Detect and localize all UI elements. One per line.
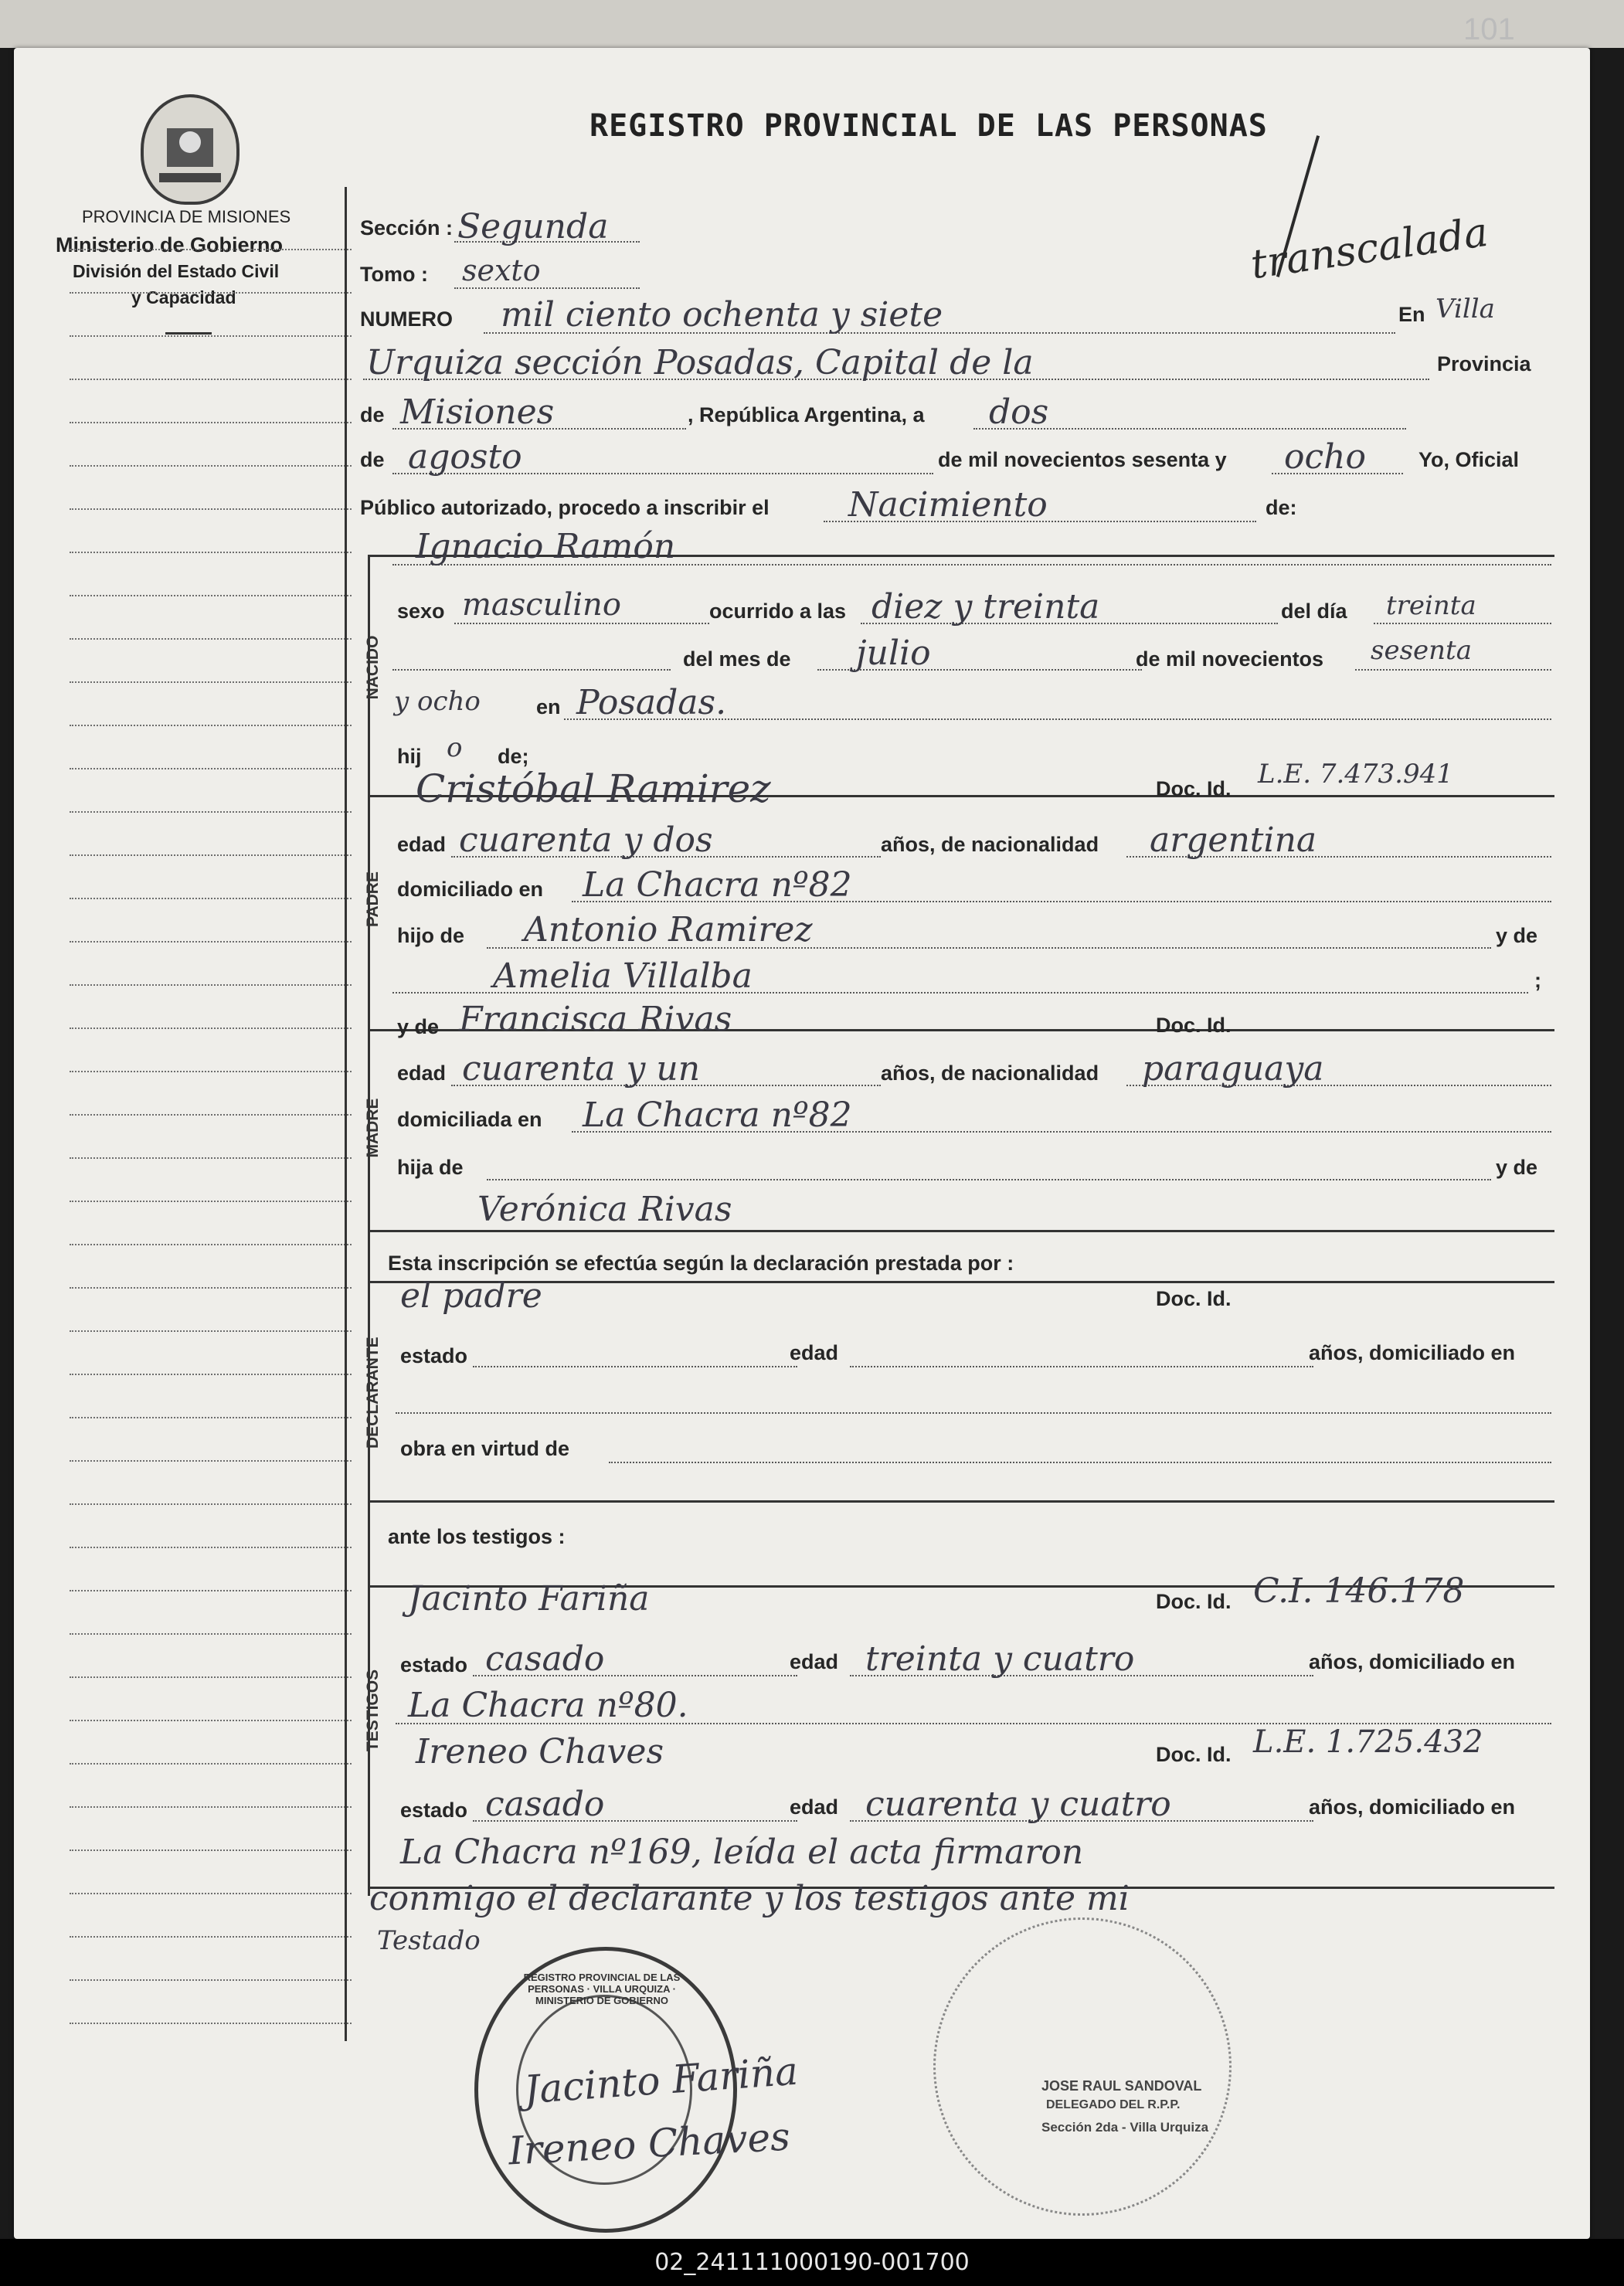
label-testigo1-estado: estado: [400, 1653, 468, 1676]
label-testigo1-edad: edad: [790, 1650, 839, 1673]
section-label-padre: PADRE: [364, 871, 382, 927]
margin-rule: [70, 552, 352, 553]
label-testigo2-edad: edad: [790, 1795, 839, 1819]
margin-rule: [70, 1287, 352, 1289]
value-testigo1-estado: casado: [485, 1639, 605, 1679]
value-nombre: Ignacio Ramón: [416, 527, 676, 566]
label-declarante-anos: años, domiciliado en: [1309, 1341, 1516, 1364]
header-ministry: Ministerio de Gobierno: [56, 233, 284, 256]
value-testigo2: Ireneo Chaves: [416, 1732, 664, 1771]
label-yo-oficial: Yo, Oficial: [1418, 448, 1520, 471]
value-testigo2-edad: cuarenta y cuatro: [865, 1785, 1171, 1824]
label-republica: , República Argentina, a: [688, 403, 925, 426]
value-tomo: sexto: [462, 253, 541, 287]
margin-rule: [70, 1590, 352, 1591]
rule-declarante-bottom: [368, 1500, 1554, 1503]
label-padre-anos: años, de nacionalidad: [881, 833, 1099, 856]
label-sexo: sexo: [397, 600, 445, 623]
margin-rule: [70, 898, 352, 899]
value-padre-edad: cuarenta y dos: [459, 820, 713, 860]
value-en: Villa: [1435, 294, 1495, 324]
margin-rule: [70, 379, 352, 380]
value-lugar-nac: Posadas.: [576, 683, 727, 722]
value-testigo1: Jacinto Fariña: [408, 1579, 650, 1619]
field-tomo: [454, 287, 640, 289]
label-seccion: Sección :: [360, 216, 454, 239]
signature-testigo1: Jacinto Fariña: [522, 2048, 800, 2113]
value-provincia: Misiones: [400, 392, 555, 432]
field-ano-nac: [1355, 669, 1551, 671]
field-madre-padre: [487, 1179, 1491, 1180]
label-testigo1-doc: Doc. Id.: [1156, 1590, 1232, 1613]
value-ano-nac: sesenta: [1371, 635, 1472, 666]
rule-madre-bottom: [368, 1230, 1554, 1232]
label-testigo2-doc: Doc. Id.: [1156, 1743, 1232, 1766]
value-hijo-o: o: [447, 732, 463, 763]
document-page: [14, 12, 1590, 2239]
label-padre-y-de: y de: [1496, 924, 1538, 947]
margin-rule: [70, 1893, 352, 1894]
field-blank-1: [392, 669, 671, 671]
value-testigo2-dom: La Chacra nº169, leída el acta firmaron: [400, 1833, 1084, 1872]
field-declarante-edad: [850, 1366, 1313, 1367]
margin-rule: [70, 681, 352, 683]
seal-icon: [144, 97, 236, 202]
value-abuelo: Antonio Ramirez: [524, 910, 813, 949]
margin-rule: [70, 1114, 352, 1116]
label-madre-dom: domiciliada en: [397, 1108, 542, 1131]
section-label-nacido: NACIDO: [364, 635, 382, 700]
label-declaracion: Esta inscripción se efectúa según la declaración prestada por :: [388, 1252, 1014, 1275]
margin-rule: [70, 1763, 352, 1765]
label-provincia: Provincia: [1437, 352, 1531, 375]
label-madre-y-de: y de: [397, 1015, 440, 1038]
signature-testigo2: Ireneo Chaves: [507, 2114, 792, 2174]
label-ante: ante los testigos :: [388, 1525, 566, 1548]
round-stamp-text: REGISTRO PROVINCIAL DE LAS PERSONAS · VILLA URQUIZA · MINISTERIO DE GOBIERNO: [523, 1972, 681, 2006]
margin-rule: [70, 811, 352, 813]
value-numero: mil ciento ochenta y siete: [501, 295, 943, 335]
label-del-mes: del mes de: [683, 647, 791, 671]
value-madre-edad: cuarenta y un: [462, 1049, 701, 1089]
official-stamp-name: JOSE RAUL SANDOVAL: [1041, 2078, 1202, 2094]
margin-rule: [70, 595, 352, 596]
label-declarante-estado: estado: [400, 1344, 468, 1367]
label-numero: NUMERO: [360, 307, 453, 331]
margin-rule: [70, 1676, 352, 1678]
label-padre-dom: domiciliado en: [397, 878, 544, 901]
margin-rule: [70, 1979, 352, 1981]
label-obra: obra en virtud de: [400, 1437, 570, 1460]
header-province: PROVINCIA DE MISIONES: [82, 207, 291, 226]
official-signature-arc: [933, 1917, 1232, 2216]
margin-rule: [70, 1503, 352, 1505]
top-edge: [0, 0, 1624, 48]
value-abuela: Amelia Villalba: [493, 956, 753, 996]
value-dia-nac: treinta: [1386, 590, 1476, 621]
value-mes: agosto: [408, 437, 522, 477]
margin-rule: [70, 1936, 352, 1938]
value-madre-nombre: Francisca Rivas: [459, 1000, 732, 1039]
margin-rule: [70, 1417, 352, 1418]
margin-rule: [70, 984, 352, 986]
margin-rule: [70, 1547, 352, 1548]
value-testigo2-estado: casado: [485, 1785, 605, 1824]
field-dia-nac: [1374, 623, 1551, 624]
value-dia: dos: [989, 392, 1049, 432]
value-seccion: Segunda: [457, 207, 609, 246]
value-mes-nac: julio: [856, 633, 931, 673]
margin-rule: [70, 249, 352, 250]
value-sexo: masculino: [462, 587, 621, 623]
section-label-testigos: TESTIGOS: [364, 1669, 382, 1752]
margin-rule: [70, 1633, 352, 1635]
label-padre-doc: Doc. Id.: [1156, 777, 1232, 800]
label-madre-y-de-2: y de: [1496, 1156, 1538, 1179]
margin-rule: [70, 292, 352, 294]
label-testigo2-anos: años, domiciliado en: [1309, 1795, 1516, 1819]
header-division: División del Estado Civil: [73, 261, 280, 281]
value-hora: diez y treinta: [871, 587, 1100, 627]
field-declarante-estado: [473, 1366, 797, 1367]
value-madre-madre: Verónica Rivas: [477, 1190, 732, 1229]
section-label-madre: MADRE: [364, 1098, 382, 1158]
value-testigo1-doc: C.I. 146.178: [1253, 1571, 1465, 1611]
margin-rule: [70, 1157, 352, 1159]
margin-rule: [70, 1071, 352, 1072]
annotation-transcalada: transcalada: [1248, 209, 1491, 289]
value-madre-dom: La Chacra nº82: [583, 1095, 852, 1135]
document-title: REGISTRO PROVINCIAL DE LAS PERSONAS: [589, 108, 1268, 144]
margin-rule: [70, 941, 352, 943]
margin-rule: [70, 854, 352, 856]
label-en-nac: en: [536, 695, 561, 718]
margin-rule: [70, 1806, 352, 1808]
margin-rule: [70, 1330, 352, 1332]
main-frame-left: [345, 187, 347, 2041]
header-underline: [165, 332, 212, 335]
label-madre-hija-de: hija de: [397, 1156, 464, 1179]
value-ano-nac-2: y ocho: [394, 686, 481, 717]
value-ano: ocho: [1284, 437, 1366, 477]
label-padre-hijo-de: hijo de: [397, 924, 464, 947]
section-label-declarante: DECLARANTE: [364, 1337, 382, 1449]
value-padre-dom: La Chacra nº82: [583, 865, 852, 905]
label-tomo: Tomo :: [360, 263, 428, 286]
value-declarante: el padre: [400, 1276, 542, 1316]
label-en: En: [1398, 303, 1425, 326]
header-capacity: y Capacidad: [131, 287, 236, 307]
label-hijo: hij: [397, 745, 422, 768]
value-madre-nac: paraguaya: [1142, 1049, 1324, 1089]
value-cierre-2: Testado: [377, 1925, 481, 1956]
label-mil-nov: de mil novecientos: [1136, 647, 1324, 671]
label-declarante-doc: Doc. Id.: [1156, 1287, 1232, 1310]
field-declarante-dom: [396, 1412, 1551, 1414]
value-testigo1-edad: treinta y cuatro: [865, 1639, 1135, 1679]
margin-rule: [70, 725, 352, 726]
margin-rule: [70, 1460, 352, 1462]
label-madre-edad: edad: [397, 1061, 447, 1085]
margin-rule: [70, 335, 352, 337]
margin-rule: [70, 1374, 352, 1375]
value-padre-nombre: Cristóbal Ramirez: [416, 766, 771, 811]
label-de-semi: de;: [498, 745, 529, 768]
value-acto: Nacimiento: [848, 485, 1048, 525]
value-testigo2-doc: L.E. 1.725.432: [1253, 1724, 1483, 1760]
margin-rule: [70, 1244, 352, 1245]
margin-rule: [70, 1028, 352, 1029]
margin-rule: [70, 2023, 352, 2024]
label-publico: Público autorizado, procedo a inscribir el: [360, 496, 770, 519]
label-semicolon: ;: [1534, 969, 1541, 992]
value-cierre-1: conmigo el declarante y los testigos ante mi: [369, 1879, 1130, 1918]
page-number: 101: [1463, 12, 1515, 46]
margin-rule: [70, 1201, 352, 1202]
label-mil-nov-sesenta: de mil novecientos sesenta y: [938, 448, 1227, 471]
margin-rule: [70, 1850, 352, 1851]
label-ocurrido: ocurrido a las: [709, 600, 847, 623]
label-de-provincia: de: [360, 403, 385, 426]
field-sexo: [454, 623, 709, 624]
label-madre-anos: años, de nacionalidad: [881, 1061, 1099, 1085]
label-testigo1-anos: años, domiciliado en: [1309, 1650, 1516, 1673]
province-seal: [141, 94, 240, 205]
margin-rule: [70, 1720, 352, 1721]
label-padre-edad: edad: [397, 833, 447, 856]
margin-rule: [70, 465, 352, 467]
footer-id: 02_241111000190-001700: [0, 2239, 1624, 2286]
label-declarante-edad: edad: [790, 1341, 839, 1364]
label-de-colon: de:: [1266, 496, 1297, 519]
field-obra: [609, 1462, 1551, 1463]
margin-rule: [70, 638, 352, 640]
margin-rule: [70, 422, 352, 423]
label-de-mes: de: [360, 448, 385, 471]
rule-declarante-top: [368, 1281, 1554, 1283]
label-madre-doc: Doc. Id.: [1156, 1014, 1232, 1037]
official-stamp-title: DELEGADO DEL R.P.P.: [1046, 2098, 1181, 2111]
value-padre-nac: argentina: [1150, 820, 1317, 860]
value-testigo1-dom: La Chacra nº80.: [408, 1686, 688, 1725]
value-lugar: Urquiza sección Posadas, Capital de la: [366, 343, 1034, 382]
margin-rule: [70, 768, 352, 769]
official-stamp-section: Sección 2da - Villa Urquiza: [1041, 2120, 1209, 2135]
value-padre-doc: L.E. 7.473.941: [1258, 759, 1453, 790]
label-del-dia: del día: [1281, 600, 1347, 623]
label-testigo2-estado: estado: [400, 1799, 468, 1822]
margin-rule: [70, 508, 352, 510]
